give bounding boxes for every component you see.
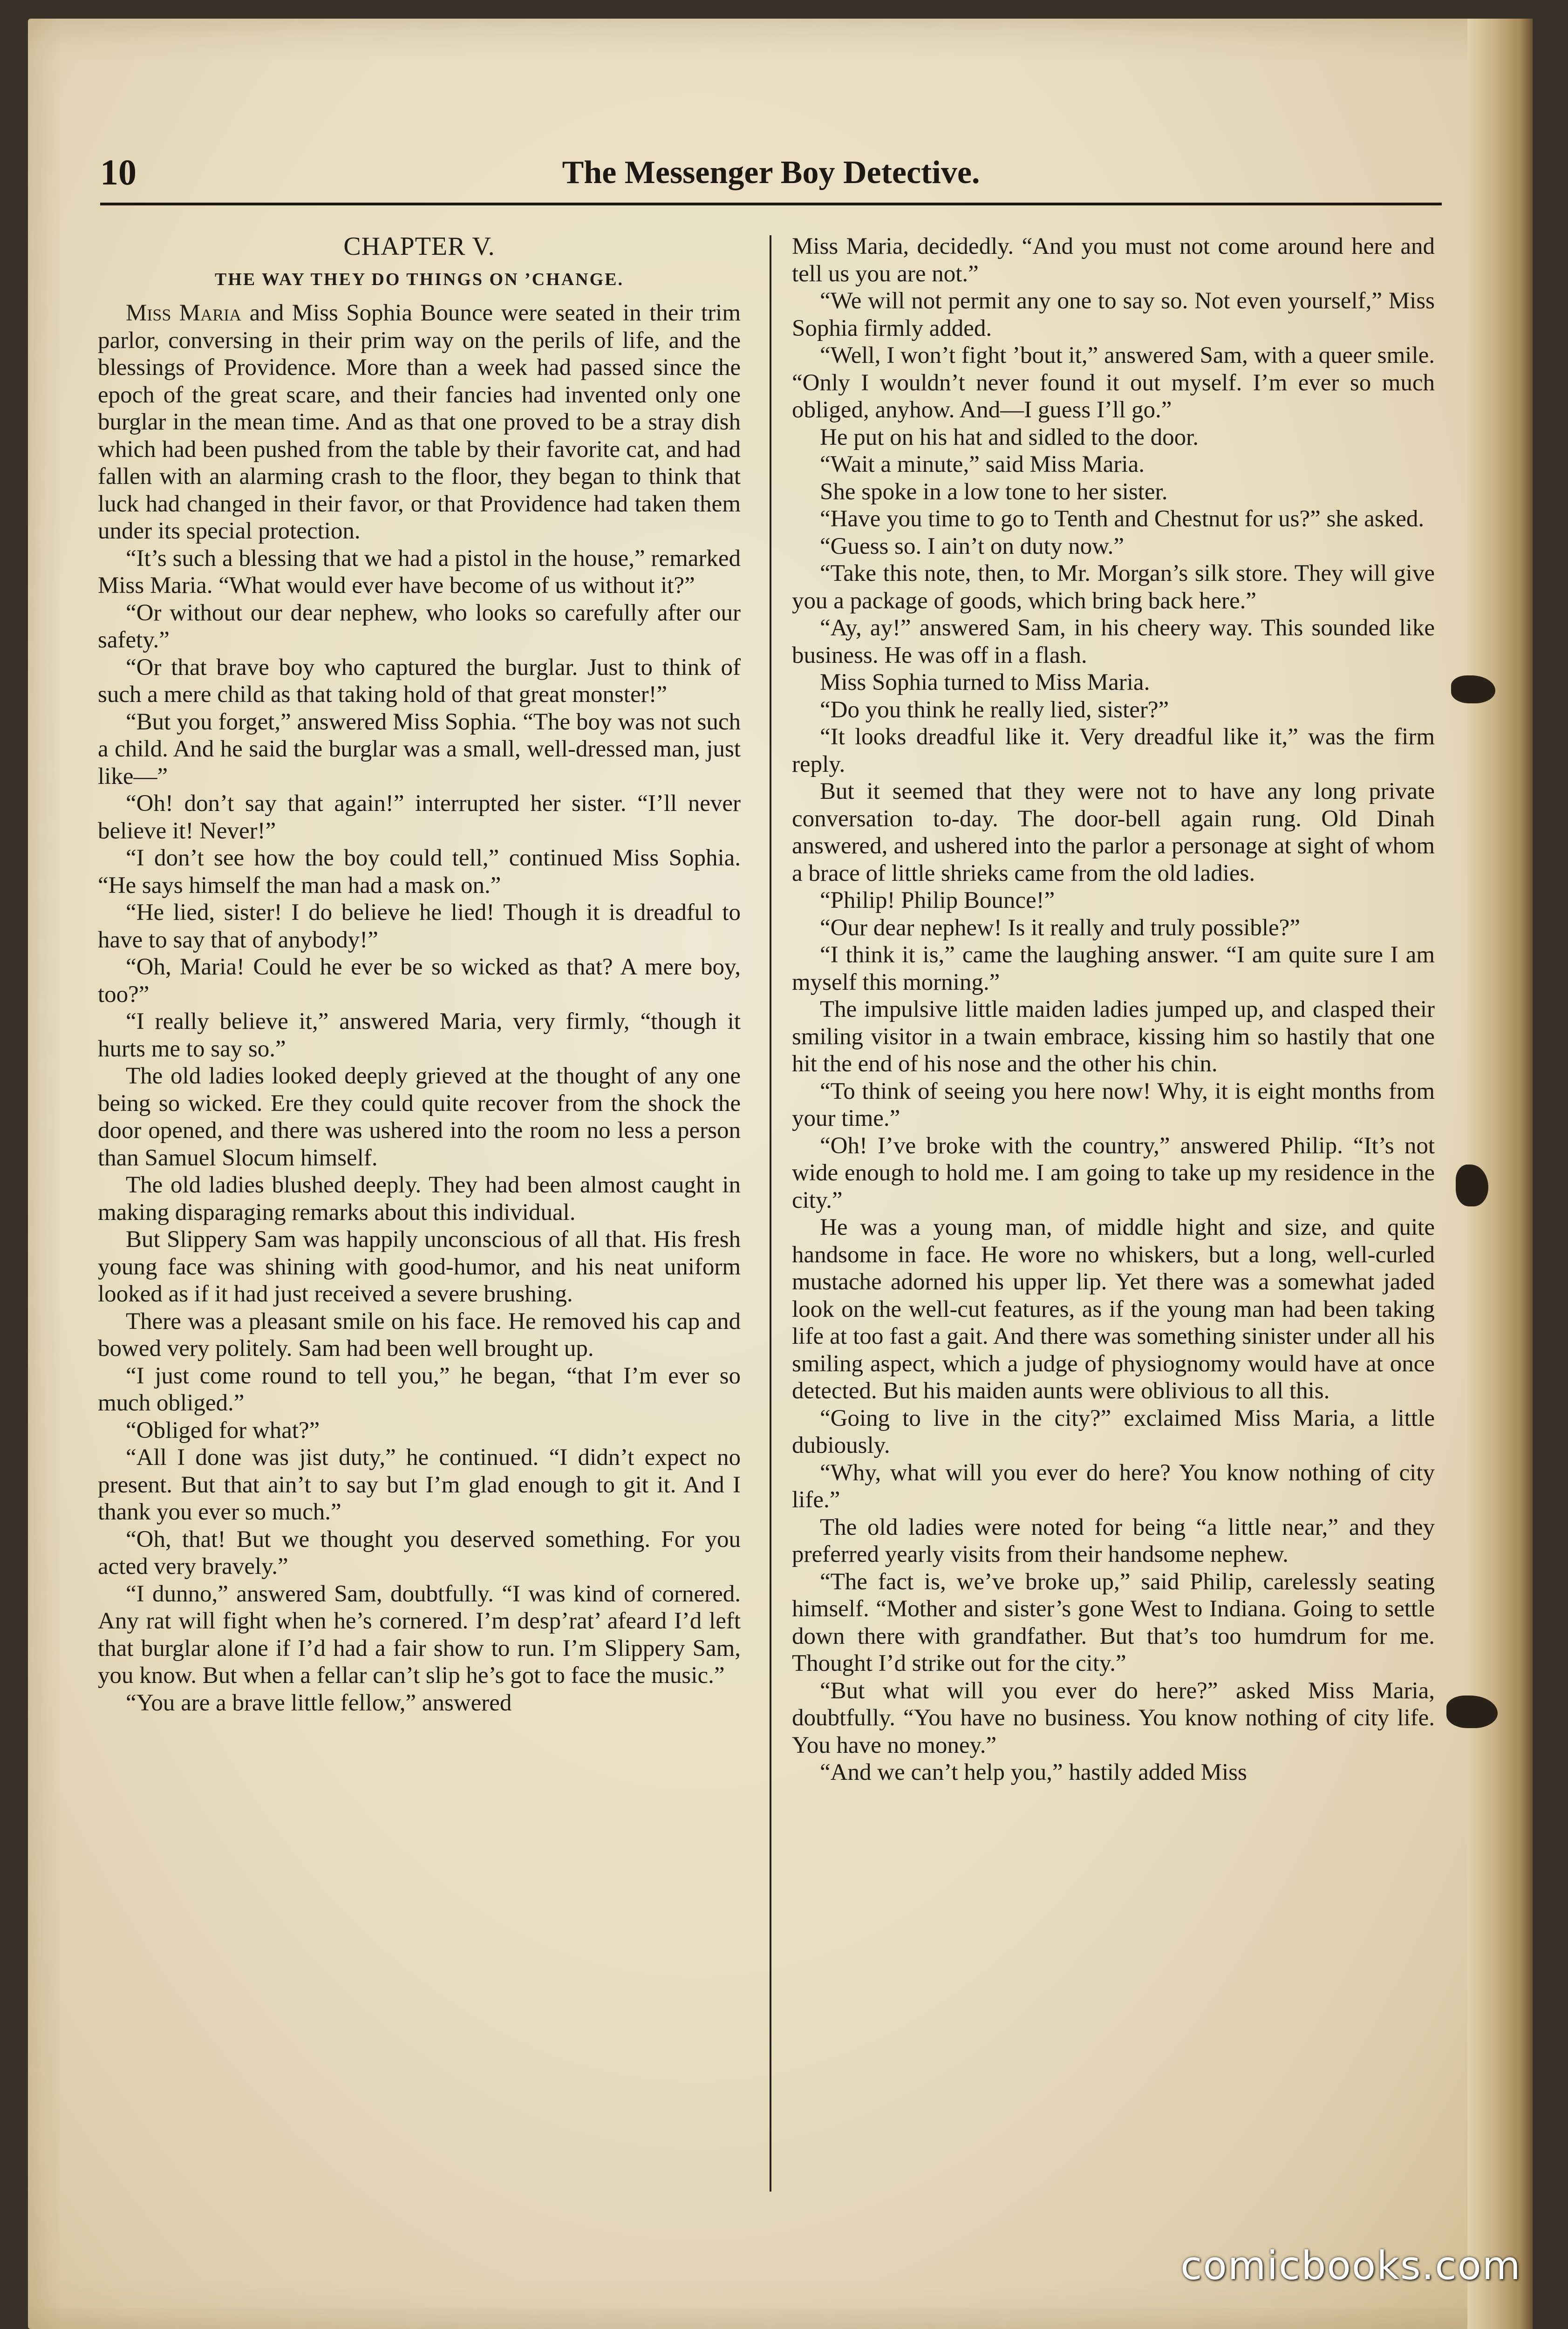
paragraph: “I don’t see how the boy could tell,” continued Miss Sophia. “He says himself the man had a mask on.”	[98, 845, 741, 899]
book-page	[28, 19, 1514, 2329]
paragraph	[98, 300, 741, 545]
paragraph: “To think of seeing you here now! Why, it is eight months from your time.”	[792, 1078, 1435, 1131]
paragraph: “Ay, ay!” answered Sam, in his cheery way. This sounded like business. He was off in a flash.	[792, 615, 1435, 668]
paragraph: “Oh! don’t say that again!” interrupted her sister. “I’ll never believe it! Never!”	[98, 790, 741, 844]
paragraph: She spoke in a low tone to her sister.	[820, 478, 1168, 505]
paragraph: “Well, I won’t fight ’bout it,” answered Sam, with a queer smile. “Only I wouldn’t never found it out myself. I’m ever so much obliged, anyhow. And—I guess I’ll go.”	[792, 342, 1435, 423]
paragraph: “Oh! I’ve broke with the country,” answered Philip. “It’s not wide enough to hold me. I am going to take up my residence in the city.”	[792, 1132, 1435, 1213]
paragraph: “You are a brave little fellow,” answered	[126, 1689, 512, 1716]
paragraph: “Have you time to go to Tenth and Chestnut for us?” she asked.	[820, 506, 1425, 532]
paragraph: He put on his hat and sidled to the door.	[820, 424, 1199, 450]
paragraph-text: and Miss Sophia Bounce were seated in their trim parlor, conversing in their prim way on the perils of life, and the blessings of Providence. More than a week had passed since the epoch of the great scare, and their fancies had invented only one burglar in the mean time. And as that one proved to be a stray dish which had been pushed from the table by their favorite cat, and had fallen with an alarming crash to the floor, they began to think that luck had changed in their favor, or that Providence had taken them under its special protection.	[98, 300, 741, 544]
running-title: The Messenger Boy Detective.	[562, 155, 980, 191]
paragraph: “Oh, that! But we thought you deserved something. For you acted very bravely.”	[98, 1526, 741, 1580]
right-column	[792, 233, 1435, 1786]
paragraph: “Wait a minute,” said Miss Maria.	[820, 451, 1145, 477]
paragraph: “Guess so. I ain’t on duty now.”	[820, 533, 1124, 559]
paragraph: “I think it is,” came the laughing answer. “I am quite sure I am myself this morning.”	[792, 942, 1435, 995]
paragraph: “And we can’t help you,” hastily added Miss	[820, 1759, 1247, 1785]
paragraph: “Oh, Maria! Could he ever be so wicked as that? A mere boy, too?”	[98, 954, 741, 1008]
paragraph: “But what will you ever do here?” asked Miss Maria, doubtfully. “You have no business. You know nothing of city life. You have no money.”	[792, 1677, 1435, 1758]
paragraph: “All I done was jist duty,” he continued. “I didn’t expect no present. But that ain’t to say but I’m glad enough to git it. And I thank you ever so much.”	[98, 1444, 741, 1525]
paragraph: “I just come round to tell you,” he began, “that I’m ever so much obliged.”	[98, 1362, 741, 1416]
paragraph: The old ladies were noted for being “a little near,” and they preferred yearly visits from their handsome nephew.	[792, 1514, 1435, 1567]
watermark: comicbooks.com	[1180, 2243, 1521, 2288]
paragraph: “I really believe it,” answered Maria, very firmly, “though it hurts me to say so.”	[98, 1008, 741, 1062]
paragraph: He was a young man, of middle hight and size, and quite handsome in face. He wore no whiskers, but a long, well-curled mustache adorned his upper lip. Yet there was a somewhat jaded look on the well-cut features, as if the young man had been taking life at too fast a gait. And there was something sinister under all his smiling aspect, which a judge of physiognomy would have at once detected. But his maiden aunts were oblivious to all this.	[792, 1214, 1435, 1404]
paragraph: The impulsive little maiden ladies jumped up, and clasped their smiling visitor in a twain embrace, kissing him so hastily that one hit the end of his nose and the other his chin.	[792, 996, 1435, 1077]
paragraph: Miss Maria, decidedly. “And you must not come around here and tell us you are not.”	[792, 233, 1435, 287]
paragraph: The old ladies looked deeply grieved at the thought of any one being so wicked. Ere they could quite recover from the shock the door opened, and there was ushered into the room no less a person than Samuel Slocum himself.	[98, 1063, 741, 1171]
paragraph: “Take this note, then, to Mr. Morgan’s silk store. They will give you a package of goods, which bring back here.”	[792, 560, 1435, 614]
paragraph: Miss Sophia turned to Miss Maria.	[820, 669, 1150, 695]
paragraph: “Do you think he really lied, sister?”	[820, 696, 1169, 723]
paragraph: There was a pleasant smile on his face. He removed his cap and bowed very politely. Sam had been well brought up.	[98, 1308, 741, 1362]
paragraph: “It looks dreadful like it. Very dreadful like it,” was the firm reply.	[792, 724, 1435, 777]
paragraph: “He lied, sister! I do believe he lied! Though it is dreadful to have to say that of anybody!”	[98, 899, 741, 953]
paragraph: “Going to live in the city?” exclaimed Miss Maria, a little dubiously.	[792, 1405, 1435, 1458]
page-number: 10	[100, 152, 136, 192]
paragraph: The old ladies blushed deeply. They had been almost caught in making disparaging remarks about this individual.	[98, 1172, 741, 1226]
column-divider	[770, 235, 771, 2192]
paragraph: “Our dear nephew! Is it really and truly possible?”	[820, 914, 1300, 941]
paragraph: “It’s such a blessing that we had a pistol in the house,” remarked Miss Maria. “What would ever have become of us without it?”	[98, 545, 741, 599]
paragraph: But it seemed that they were not to have any long private conversation to-day. The door-bell again rung. Old Dinah answered, and ushered into the parlor a personage at sight of whom a brace of little shrieks came from the old ladies.	[792, 778, 1435, 886]
chapter-subtitle: THE WAY THEY DO THINGS ON ’CHANGE.	[214, 269, 624, 289]
paragraph: “But you forget,” answered Miss Sophia. “The boy was not such a child. And he said the burglar was a small, well-dressed man, just like—”	[98, 708, 741, 790]
page-header	[100, 151, 1442, 205]
paragraph: “Why, what will you ever do here? You know nothing of city life.”	[792, 1459, 1435, 1513]
paragraph: “Obliged for what?”	[126, 1417, 320, 1444]
chapter-title: CHAPTER V.	[343, 232, 495, 261]
paragraph: “Or without our dear nephew, who looks so carefully after our safety.”	[98, 599, 741, 653]
opening-words: Miss Maria	[126, 300, 242, 326]
paragraph: But Slippery Sam was happily unconscious of all that. His fresh young face was shining with good-humor, and his neat uniform looked as if it had just received a severe brushing.	[98, 1226, 741, 1307]
paragraph: “The fact is, we’ve broke up,” said Philip, carelessly seating himself. “Mother and sister’s gone West to Indiana. Going to settle down there with grandfather. But that’s too humdrum for me. Thought I’d strike out for the city.”	[792, 1568, 1435, 1676]
paragraph: “We will not permit any one to say so. Not even yourself,” Miss Sophia firmly added.	[792, 288, 1435, 341]
paragraph: “I dunno,” answered Sam, doubtfully. “I was kind of cornered. Any rat will fight when he’s cornered. I’m desp’rat’ afeard I’d left that burglar alone if I’d had a fair show to run. I’m Slippery Sam, you know. But when a fellar can’t slip he’s got to face the music.”	[98, 1580, 741, 1689]
paragraph: “Philip! Philip Bounce!”	[820, 887, 1055, 913]
left-column	[98, 233, 741, 1716]
paragraph: “Or that brave boy who captured the burglar. Just to think of such a mere child as that taking hold of that great monster!”	[98, 654, 741, 708]
